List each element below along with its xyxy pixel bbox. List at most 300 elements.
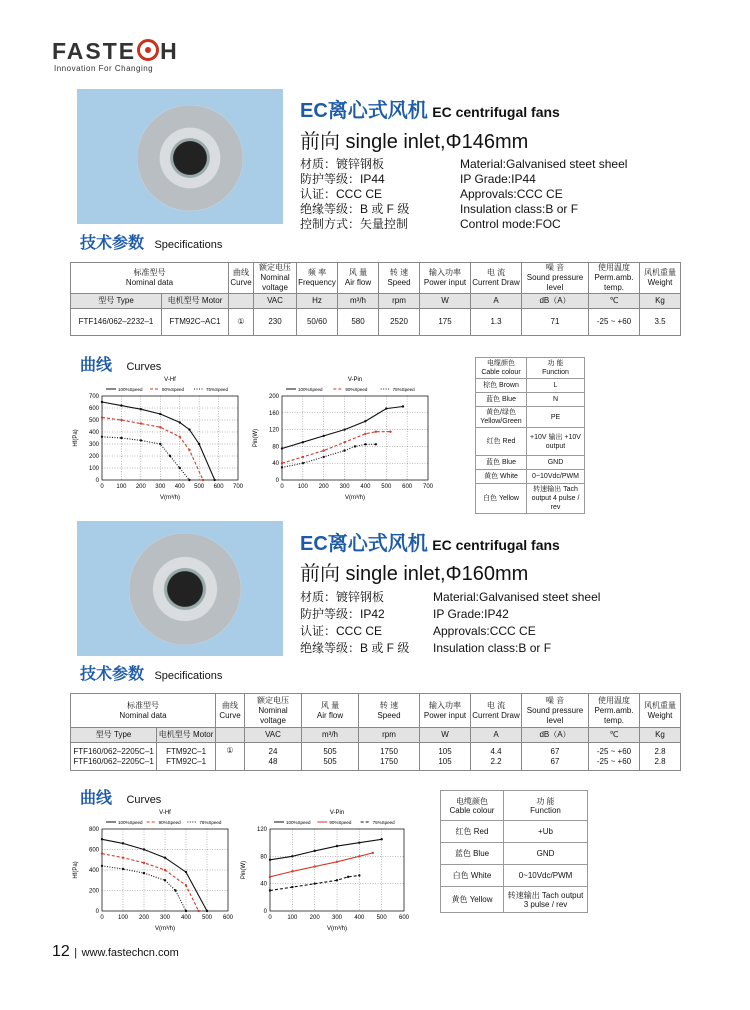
cell-value: -25 ~ +60 -25 ~ +60	[589, 743, 640, 771]
wire-function: 转速输出 Tach output 3 pulse / rev	[504, 887, 588, 913]
unit-cell: rpm	[379, 294, 420, 309]
unit-cell: VAC	[254, 294, 297, 309]
section-en: Specifications	[154, 239, 223, 251]
title-en: EC centrifugal fans	[432, 104, 560, 120]
cell-value: 71	[522, 309, 589, 336]
data-point	[302, 456, 304, 458]
section-cn: 技术参数	[80, 666, 145, 683]
wiring-table-1	[475, 357, 585, 514]
data-point	[159, 443, 161, 445]
x-tick-label: 500	[381, 484, 392, 490]
wire-colour: 蓝色 Blue	[476, 393, 527, 407]
data-point	[140, 408, 142, 410]
data-point	[101, 865, 103, 867]
footer-url[interactable]: www.fastechcn.com	[81, 947, 179, 959]
y-tick-label: 0	[95, 478, 99, 484]
col-header: 噪 音 Sound pressure level	[522, 694, 589, 728]
y-tick-label: 600	[88, 406, 99, 412]
section-cn: 技术参数	[80, 235, 145, 252]
wire-colour: 红色 Red	[441, 821, 504, 843]
wire-colour: 棕色 Brown	[476, 379, 527, 393]
page-number: 12	[52, 943, 70, 960]
data-point	[347, 876, 349, 878]
chart-v-hf-1	[70, 372, 250, 502]
spec-line: 绝缘等级：B 或 F 级	[300, 202, 410, 216]
data-point	[188, 479, 190, 481]
spec-line: 材质：镀锌钢板	[300, 157, 385, 171]
wire-function: GND	[504, 843, 588, 865]
wiring-row	[476, 456, 585, 470]
data-point	[143, 848, 145, 850]
data-point	[122, 857, 124, 859]
spec-line: 防护等级：IP42	[300, 607, 385, 621]
wire-colour: 黄色/绿色 Yellow/Green	[476, 407, 527, 428]
y-axis-label: Pin(W)	[241, 860, 247, 880]
data-point	[302, 462, 304, 464]
data-point	[358, 874, 360, 876]
unit-cell: W	[420, 728, 471, 743]
series-line	[102, 854, 199, 911]
data-point	[179, 436, 181, 438]
data-point	[269, 876, 271, 878]
table-row	[71, 309, 681, 336]
data-point	[354, 445, 356, 447]
x-tick-label: 100	[117, 915, 129, 921]
specs-en-1	[460, 157, 627, 232]
data-point	[169, 455, 171, 457]
section-heading-specs-1	[80, 230, 222, 253]
x-tick-label: 200	[135, 484, 146, 490]
data-point	[101, 852, 103, 854]
data-point	[336, 879, 338, 881]
wiring-row	[441, 865, 588, 887]
x-tick-label: 500	[201, 915, 213, 921]
specs-cn-2	[300, 589, 409, 657]
series-line	[102, 839, 207, 911]
data-point	[140, 439, 142, 441]
data-point	[343, 449, 345, 451]
y-tick-label: 120	[268, 427, 279, 434]
fan-image-icon	[137, 105, 243, 211]
nominal-header: 标准型号 Nominal data	[71, 694, 216, 728]
section-heading-specs-2	[80, 661, 222, 684]
wiring-row	[476, 484, 585, 514]
data-point	[281, 462, 283, 464]
cell-motor: FTM92C–1 FTM92C–1	[157, 743, 216, 771]
data-point	[291, 855, 293, 857]
wire-function: +10V 输出 +10V output	[527, 428, 585, 456]
spec-line: IP Grade:IP42	[433, 607, 509, 621]
spec-line: Material:Galvanised steet sheel	[460, 157, 628, 171]
unit-cell: A	[471, 294, 522, 309]
y-tick-label: 800	[88, 827, 99, 833]
motor-label: 电机型号 Motor	[157, 728, 216, 743]
x-tick-label: 300	[159, 915, 171, 921]
type-label: 型号 Type	[71, 728, 157, 743]
wire-colour: 白色 White	[441, 865, 504, 887]
data-point	[179, 421, 181, 423]
legend-label: 75%Speed	[392, 387, 415, 392]
nominal-header: 标准型号 Nominal data	[71, 263, 229, 294]
fan-image-icon	[129, 533, 241, 645]
legend-label: 75%Speed	[199, 820, 222, 825]
y-tick-label: 80	[272, 444, 279, 451]
cell-type: FTF146/062–2232–1	[71, 309, 162, 336]
chart-title: V-Hf	[164, 377, 176, 383]
x-tick-label: 500	[376, 915, 387, 921]
page-footer	[52, 943, 179, 961]
data-point	[206, 910, 208, 912]
series-line	[102, 418, 203, 480]
y-tick-label: 400	[88, 430, 99, 436]
cell-value: 4.4 2.2	[471, 743, 522, 771]
y-axis-label: Hf(Pa)	[73, 861, 79, 879]
y-axis-label: Hf(Pa)	[73, 429, 79, 447]
cell-value: 50/60	[297, 309, 338, 336]
data-point	[375, 431, 377, 433]
legend-label: 90%Speed	[158, 820, 181, 825]
data-point	[364, 443, 366, 445]
curves-cn: 曲线	[80, 357, 113, 374]
motor-label: 电机型号 Motor	[162, 294, 229, 309]
product-title-2	[300, 527, 560, 556]
col-header: 风 量 Air flow	[302, 694, 359, 728]
data-point	[179, 467, 181, 469]
data-point	[143, 862, 145, 864]
wire-function: 转速输出 Tach output 4 pulse / rev	[527, 484, 585, 514]
wiring-row	[441, 887, 588, 913]
col-header: 频 率 Frequency	[297, 263, 338, 294]
cell-curve: ①	[229, 309, 254, 336]
data-point	[159, 413, 161, 415]
col-header: 转 速 Speed	[359, 694, 420, 728]
x-tick-label: 400	[360, 484, 371, 490]
data-point	[101, 416, 103, 418]
legend-label: 75%Speed	[372, 820, 395, 825]
cell-value: 175	[420, 309, 471, 336]
data-point	[185, 884, 187, 886]
cell-motor: FTM92C–AC1	[162, 309, 229, 336]
wire-function: L	[527, 379, 585, 393]
col-header: 风机重量 Weight	[640, 263, 681, 294]
data-point	[174, 889, 176, 891]
x-tick-label: 400	[354, 915, 365, 921]
series-line	[282, 444, 376, 467]
series-line	[282, 432, 391, 464]
data-point	[122, 868, 124, 870]
wiring-row	[476, 393, 585, 407]
spec-table-2	[70, 693, 681, 771]
data-point	[364, 433, 366, 435]
chart-v-hf-2	[70, 805, 240, 933]
legend-label: 90%Speed	[329, 820, 352, 825]
col-header: 电 流 Current Draw	[471, 263, 522, 294]
data-point	[101, 436, 103, 438]
y-tick-label: 100	[88, 466, 99, 472]
data-point	[164, 869, 166, 871]
y-tick-label: 0	[275, 478, 279, 484]
data-point	[313, 882, 315, 884]
data-point	[313, 850, 315, 852]
data-point	[281, 466, 283, 468]
data-point	[202, 479, 204, 481]
wire-function: N	[527, 393, 585, 407]
data-point	[269, 889, 271, 891]
data-point	[185, 910, 187, 912]
x-axis-label: V(m³/h)	[327, 926, 347, 932]
spec-line: IP Grade:IP44	[460, 172, 536, 186]
wiring-row	[476, 428, 585, 456]
chart-title: V-Pin	[329, 810, 345, 816]
data-point	[336, 845, 338, 847]
specs-en-2	[433, 589, 600, 657]
data-point	[269, 859, 271, 861]
unit-cell: rpm	[359, 728, 420, 743]
wire-colour: 黄色 Yellow	[441, 887, 504, 913]
y-tick-label: 300	[88, 442, 99, 448]
cell-value: 580	[338, 309, 379, 336]
x-tick-label: 200	[318, 484, 329, 490]
data-point	[375, 443, 377, 445]
x-tick-label: 100	[287, 915, 298, 921]
unit-cell: Kg	[640, 294, 681, 309]
wire-function: 0~10Vdc/PWM	[527, 470, 585, 484]
specs-cn-1	[300, 157, 409, 232]
section-en: Specifications	[154, 670, 223, 682]
y-tick-label: 0	[263, 909, 267, 915]
x-tick-label: 0	[100, 484, 104, 490]
y-tick-label: 80	[260, 854, 267, 861]
data-point	[185, 871, 187, 873]
x-tick-label: 300	[339, 484, 350, 490]
y-tick-label: 200	[88, 888, 99, 895]
data-point	[380, 838, 382, 840]
col-header: 曲线 Curve	[216, 694, 245, 728]
curves-en: Curves	[126, 361, 162, 373]
spec-line: Approvals:CCC CE	[433, 624, 536, 638]
unit-cell: m³/h	[338, 294, 379, 309]
curves-en: Curves	[126, 794, 162, 806]
wire-colour: 白色 Yellow	[476, 484, 527, 514]
spec-line: 认证：CCC CE	[300, 187, 383, 201]
x-tick-label: 700	[422, 484, 434, 490]
x-tick-label: 200	[309, 915, 320, 921]
legend-label: 100%Speed	[118, 387, 143, 392]
x-tick-label: 600	[398, 915, 410, 921]
wiring-header: 功 能 Function	[504, 791, 588, 821]
data-point	[164, 879, 166, 881]
y-tick-label: 160	[268, 410, 279, 417]
unit-cell: m³/h	[302, 728, 359, 743]
col-header: 风机重量 Weight	[640, 694, 681, 728]
table-row	[71, 743, 681, 771]
data-point	[213, 479, 215, 481]
product-subtitle-2: 前向 single inlet,Φ160mm	[300, 563, 529, 585]
x-tick-label: 200	[138, 915, 150, 921]
wiring-header: 电缆颜色 Cable colour	[476, 358, 527, 379]
data-point	[197, 910, 199, 912]
data-point	[313, 865, 315, 867]
data-point	[372, 852, 374, 854]
y-tick-label: 400	[88, 868, 99, 874]
wire-function: PE	[527, 407, 585, 428]
legend-label: 90%Speed	[345, 387, 368, 392]
x-tick-label: 600	[222, 915, 234, 921]
product-subtitle-1: 前向 single inlet,Φ146mm	[300, 131, 529, 153]
y-axis-label: Pin(W)	[253, 428, 259, 448]
x-axis-label: V(m³/h)	[155, 926, 175, 932]
brand-logo: FASTE H	[52, 38, 179, 64]
cell-value: 105 105	[420, 743, 471, 771]
wiring-table-2	[440, 790, 588, 913]
wire-colour: 黄色 White	[476, 470, 527, 484]
wiring-row	[441, 843, 588, 865]
data-point	[281, 447, 283, 449]
spec-line: 绝缘等级：B 或 F 级	[300, 641, 410, 655]
wiring-header: 功 能 Function	[527, 358, 585, 379]
wire-colour: 蓝色 Blue	[476, 456, 527, 470]
data-point	[143, 872, 145, 874]
unit-cell: Kg	[640, 728, 681, 743]
col-header: 额定电压 Nominal voltage	[245, 694, 302, 728]
x-tick-label: 500	[194, 484, 205, 490]
chart-title: V-Pin	[347, 377, 363, 383]
unit-cell	[216, 728, 245, 743]
y-tick-label: 120	[256, 827, 267, 833]
data-point	[198, 443, 200, 445]
chart-title: V-Hf	[159, 810, 171, 816]
legend-label: 100%Speed	[118, 820, 143, 825]
unit-cell: A	[471, 728, 522, 743]
x-tick-label: 400	[174, 484, 185, 490]
data-point	[364, 420, 366, 422]
wiring-row	[476, 407, 585, 428]
cell-value: -25 ~ +60	[589, 309, 640, 336]
cell-type: FTF160/062–2205C–1 FTF160/062–2205C–1	[71, 743, 157, 771]
wiring-row	[476, 470, 585, 484]
col-header: 输入功率 Power input	[420, 263, 471, 294]
x-axis-label: V(m³/h)	[160, 495, 180, 501]
unit-cell: dB（A）	[522, 294, 589, 309]
data-point	[188, 428, 190, 430]
data-point	[122, 842, 124, 844]
spec-line: 认证：CCC CE	[300, 624, 383, 638]
wire-function: 0~10Vdc/PWM	[504, 865, 588, 887]
cell-value: 1.3	[471, 309, 522, 336]
y-tick-label: 200	[88, 454, 99, 460]
legend-label: 100%Speed	[286, 820, 311, 825]
logo-target-icon	[137, 39, 159, 61]
x-tick-label: 0	[268, 915, 272, 921]
data-point	[101, 838, 103, 840]
wire-function: +Ub	[504, 821, 588, 843]
type-label: 型号 Type	[71, 294, 162, 309]
spec-line: Control mode:FOC	[460, 217, 561, 231]
brand-tagline: Innovation For Changing	[54, 64, 154, 73]
chart-v-pin-1	[250, 372, 440, 502]
data-point	[343, 441, 345, 443]
data-point	[323, 435, 325, 437]
data-point	[323, 449, 325, 451]
unit-cell: VAC	[245, 728, 302, 743]
wire-function: GND	[527, 456, 585, 470]
y-tick-label: 500	[88, 418, 99, 424]
data-point	[323, 456, 325, 458]
data-point	[358, 841, 360, 843]
spec-line: 控制方式：矢量控制	[300, 217, 409, 231]
series-line	[270, 839, 382, 860]
legend-label: 75%Speed	[206, 387, 229, 392]
x-tick-label: 0	[280, 484, 284, 490]
unit-cell: dB（A）	[522, 728, 589, 743]
cell-value: 2.8 2.8	[640, 743, 681, 771]
unit-cell	[229, 294, 254, 309]
col-header: 额定电压 Nominal voltage	[254, 263, 297, 294]
col-header: 电 流 Current Draw	[471, 694, 522, 728]
wiring-row	[476, 379, 585, 393]
chart-v-pin-2	[238, 805, 416, 933]
x-tick-label: 400	[180, 915, 192, 921]
cell-value: 230	[254, 309, 297, 336]
col-header: 转 速 Speed	[379, 263, 420, 294]
spec-line: Insulation class:B or F	[433, 641, 552, 655]
spec-line: Material:Galvanised steet sheel	[433, 590, 601, 604]
spec-line: 材质：镀锌钢板	[300, 590, 385, 604]
data-point	[343, 428, 345, 430]
unit-cell: ℃	[589, 728, 640, 743]
data-point	[291, 886, 293, 888]
cell-curve: ①	[216, 743, 245, 771]
x-tick-label: 600	[402, 484, 413, 490]
series-line	[102, 437, 189, 480]
cell-value: 24 48	[245, 743, 302, 771]
spec-table-1	[70, 262, 681, 336]
data-point	[291, 870, 293, 872]
x-tick-label: 300	[331, 915, 343, 921]
spec-line: Insulation class:B or F	[460, 202, 579, 216]
col-header: 曲线 Curve	[229, 263, 254, 294]
x-tick-label: 300	[155, 484, 166, 490]
wire-colour: 蓝色 Blue	[441, 843, 504, 865]
col-header: 噪 音 Sound pressure level	[522, 263, 589, 294]
col-header: 使用温度 Perm.amb. temp.	[589, 263, 640, 294]
data-point	[120, 437, 122, 439]
data-point	[188, 449, 190, 451]
cell-value: 67 67	[522, 743, 589, 771]
y-tick-label: 600	[88, 847, 99, 854]
x-tick-label: 0	[100, 915, 104, 921]
x-tick-label: 100	[297, 484, 308, 490]
data-point	[164, 857, 166, 859]
x-tick-label: 600	[213, 484, 224, 490]
unit-cell: ℃	[589, 294, 640, 309]
col-header: 风 量 Air flow	[338, 263, 379, 294]
data-point	[358, 855, 360, 857]
footer-separator: |	[74, 947, 78, 959]
title-en: EC centrifugal fans	[432, 537, 560, 553]
wire-colour: 红色 Red	[476, 428, 527, 456]
y-tick-label: 700	[88, 394, 99, 400]
cell-value: 3.5	[640, 309, 681, 336]
cell-value: 2520	[379, 309, 420, 336]
col-header: 使用温度 Perm.amb. temp.	[589, 694, 640, 728]
data-point	[120, 419, 122, 421]
data-point	[140, 422, 142, 424]
cell-value: 505 505	[302, 743, 359, 771]
y-tick-label: 40	[260, 881, 267, 888]
spec-line: 防护等级：IP44	[300, 172, 385, 186]
product-title-1	[300, 94, 560, 123]
